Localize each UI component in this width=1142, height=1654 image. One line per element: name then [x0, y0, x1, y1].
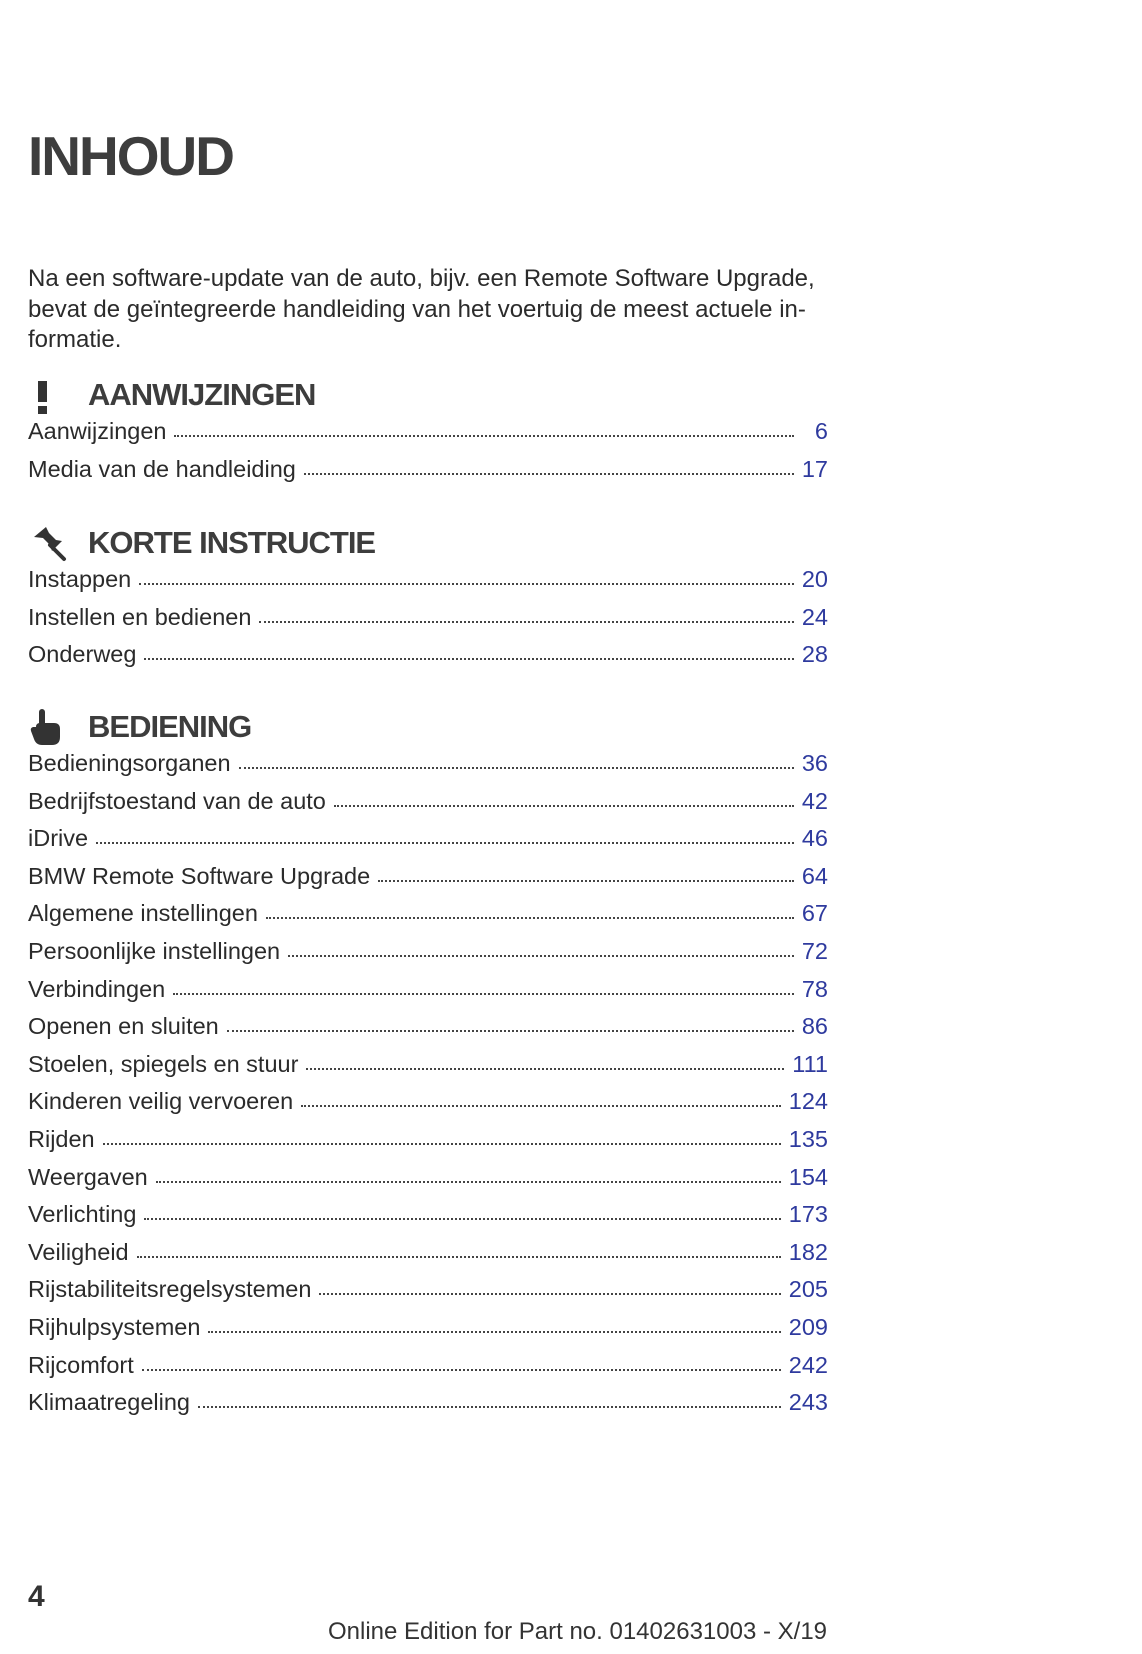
section-bediening	[28, 704, 828, 1427]
leader-dots	[208, 1331, 780, 1333]
toc-entry-page[interactable]: 42	[801, 787, 828, 814]
exclamation-icon	[28, 373, 78, 417]
section-header	[28, 704, 828, 750]
toc-entry[interactable]	[28, 1389, 828, 1427]
toc-entry[interactable]	[28, 1239, 828, 1277]
leader-dots	[378, 880, 794, 882]
toc-entry[interactable]	[28, 1314, 828, 1352]
toc-entry[interactable]	[28, 788, 828, 826]
toc-entry[interactable]	[28, 641, 828, 679]
leader-dots	[266, 917, 794, 919]
leader-dots	[319, 1293, 780, 1295]
toc-entry-label: BMW Remote Software Upgrade	[28, 862, 371, 889]
toc-entry-label: Onderweg	[28, 641, 137, 668]
leader-dots	[259, 621, 793, 623]
toc-entry-label: Stoelen, spiegels en stuur	[28, 1050, 299, 1077]
page-number: 4	[28, 1580, 45, 1613]
leader-dots	[174, 435, 794, 437]
section-title: AANWIJZINGEN	[88, 377, 316, 412]
toc-list	[28, 750, 828, 1427]
toc-entry[interactable]	[28, 825, 828, 863]
toc-entry[interactable]	[28, 1201, 828, 1239]
leader-dots	[144, 1218, 780, 1220]
toc-entry-label: Verlichting	[28, 1201, 137, 1228]
toc-entry-label: Instappen	[28, 566, 132, 592]
toc-entry[interactable]	[28, 900, 828, 938]
toc-entry-page[interactable]: 135	[788, 1125, 828, 1152]
leader-dots	[103, 1143, 781, 1145]
leader-dots	[139, 583, 794, 585]
leader-dots	[288, 955, 794, 957]
toc-entry[interactable]	[28, 1051, 828, 1089]
toc-entry-page[interactable]: 24	[801, 603, 828, 630]
toc-entry-page[interactable]: 6	[814, 418, 828, 444]
toc-entry-page[interactable]: 17	[801, 455, 828, 482]
toc-entry[interactable]	[28, 976, 828, 1014]
leader-dots	[227, 1030, 794, 1032]
toc-entry-page[interactable]: 242	[788, 1351, 828, 1378]
leader-dots	[142, 1369, 781, 1371]
leader-dots	[137, 1256, 781, 1258]
intro-paragraph: Na een software-update van de auto, bijv. een Remote Software Upgrade, bevat de geïntegreerde handleiding van het voertuig de meest actuele in-formatie.	[28, 265, 815, 353]
toc-entry[interactable]	[28, 1164, 828, 1202]
toc-entry-page[interactable]: 86	[801, 1013, 828, 1040]
toc-entry[interactable]	[28, 750, 828, 788]
toc-entry-label: Instellen en bedienen	[28, 603, 252, 630]
toc-entry-page[interactable]: 36	[801, 750, 828, 776]
toc-entry-page[interactable]: 20	[801, 566, 828, 592]
toc-entry-page[interactable]: 28	[801, 641, 828, 668]
toc-entry-label: Rijcomfort	[28, 1351, 134, 1378]
section-aanwijzingen	[28, 372, 828, 493]
toc-entry-page[interactable]: 72	[801, 937, 828, 964]
toc-entry-label: Rijden	[28, 1125, 95, 1152]
toc-entry-page[interactable]: 173	[788, 1201, 828, 1228]
toc-entry-label: Media van de handleiding	[28, 455, 296, 482]
toc-entry-page[interactable]: 64	[801, 862, 828, 889]
toc-entry-page[interactable]: 46	[801, 825, 828, 852]
toc-entry-label: Bedrijfstoestand van de auto	[28, 787, 326, 814]
toc-entry-label: Weergaven	[28, 1163, 148, 1190]
leader-dots	[173, 993, 794, 995]
toc-entry[interactable]	[28, 1013, 828, 1051]
section-header	[28, 372, 828, 418]
toc-list	[28, 418, 828, 493]
toc-entry-label: Openen en sluiten	[28, 1013, 219, 1040]
toc-entry[interactable]	[28, 604, 828, 642]
toc-entry[interactable]	[28, 1126, 828, 1164]
toc-entry-page[interactable]: 182	[788, 1238, 828, 1265]
section-title: KORTE INSTRUCTIE	[88, 525, 376, 560]
section-title: BEDIENING	[88, 709, 252, 744]
leader-dots	[144, 658, 793, 660]
leader-dots	[334, 805, 794, 807]
toc-entry-label: Rijhulpsystemen	[28, 1313, 201, 1340]
footer-edition: Online Edition for Part no. 01402631003 - X/19	[328, 1618, 828, 1645]
toc-entry-label: Veiligheid	[28, 1238, 129, 1265]
toc-entry-label: Algemene instellingen	[28, 900, 258, 927]
toc-entry-page[interactable]: 111	[792, 1050, 828, 1077]
section-korte-instructie	[28, 520, 828, 679]
leader-dots	[239, 767, 794, 769]
toc-entry-page[interactable]: 124	[788, 1088, 828, 1115]
toc-entry-label: Rijstabiliteitsregelsystemen	[28, 1276, 312, 1303]
leader-dots	[306, 1068, 784, 1070]
toc-entry[interactable]	[28, 566, 828, 604]
toc-entry[interactable]	[28, 1352, 828, 1390]
toc-entry-label: Bedieningsorganen	[28, 750, 231, 776]
leader-dots	[156, 1181, 781, 1183]
toc-entry-page[interactable]: 78	[801, 975, 828, 1002]
pushpin-icon	[28, 521, 78, 565]
toc-entry-page[interactable]: 67	[801, 900, 828, 927]
toc-entry-label: iDrive	[28, 825, 89, 852]
leader-dots	[198, 1406, 781, 1408]
toc-entry-page[interactable]: 154	[788, 1163, 828, 1190]
pointing-hand-icon	[28, 705, 78, 749]
toc-entry-page[interactable]: 205	[788, 1276, 828, 1303]
toc-entry-page[interactable]: 243	[788, 1389, 828, 1416]
toc-entry-label: Kinderen veilig vervoeren	[28, 1088, 294, 1115]
toc-entry-page[interactable]: 209	[788, 1313, 828, 1340]
section-header	[28, 520, 828, 566]
toc-entry[interactable]	[28, 1276, 828, 1314]
leader-dots	[96, 842, 794, 844]
toc-entry[interactable]	[28, 938, 828, 976]
leader-dots	[301, 1105, 781, 1107]
page-title: INHOUD	[28, 125, 233, 187]
toc-entry[interactable]	[28, 456, 828, 494]
toc-entry[interactable]	[28, 863, 828, 901]
toc-entry-label: Verbindingen	[28, 975, 166, 1002]
toc-entry-label: Persoonlijke instellingen	[28, 937, 281, 964]
toc-entry[interactable]	[28, 1088, 828, 1126]
toc-entry-label: Klimaatregeling	[28, 1389, 190, 1416]
toc-entry[interactable]	[28, 418, 828, 456]
leader-dots	[304, 473, 794, 475]
toc-list	[28, 566, 828, 679]
toc-entry-label: Aanwijzingen	[28, 418, 167, 444]
